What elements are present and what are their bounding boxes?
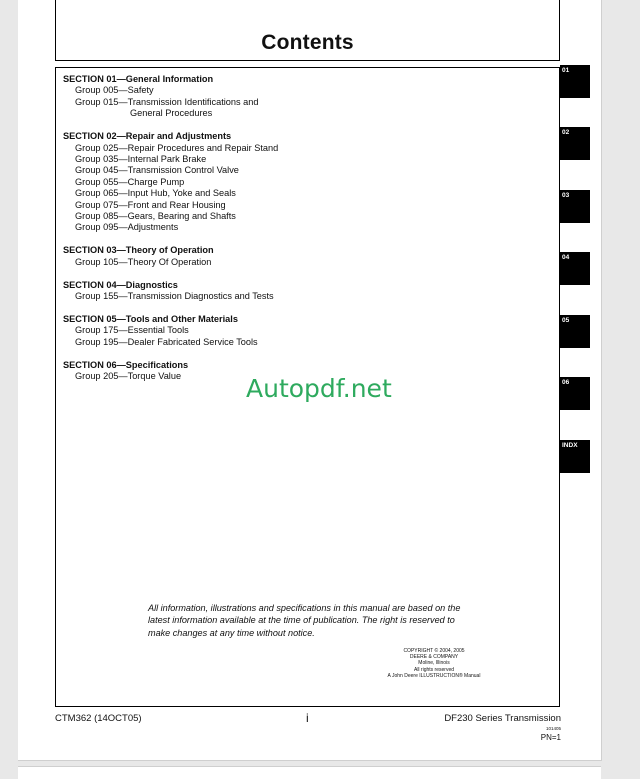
footer-doc-id: CTM362 (14OCT05) bbox=[55, 713, 142, 724]
section-title[interactable]: SECTION 01—General Information bbox=[63, 74, 214, 84]
toc-group[interactable]: Group 035—Internal Park Brake bbox=[75, 153, 207, 164]
copyright-line: COPYRIGHT © 2004, 2005 bbox=[403, 648, 465, 654]
section-tab-04[interactable]: 04 bbox=[560, 252, 590, 285]
copyright-block bbox=[366, 648, 502, 679]
section-title[interactable]: SECTION 06—Specifications bbox=[63, 359, 189, 370]
copyright-line: DEERE & COMPANY bbox=[409, 654, 459, 661]
toc-group[interactable]: Group 105—Theory Of Operation bbox=[75, 256, 212, 267]
next-page-edge bbox=[18, 766, 601, 779]
title-box bbox=[55, 0, 560, 61]
section-tab-06[interactable]: 06 bbox=[560, 377, 590, 410]
contents-box bbox=[55, 67, 560, 707]
copyright-line: Moline, Illinois bbox=[418, 660, 450, 667]
footer-pn: PN=1 bbox=[540, 733, 561, 742]
toc-group[interactable]: Group 155—Transmission Diagnostics and Tests bbox=[75, 291, 274, 301]
section-tab-index[interactable]: INDX bbox=[560, 440, 590, 473]
toc-section-04 bbox=[63, 280, 278, 303]
section-tab-03[interactable]: 03 bbox=[560, 190, 590, 223]
section-tab-05[interactable]: 05 bbox=[560, 315, 590, 348]
watermark: Autopdf.net bbox=[246, 374, 392, 403]
page-title: Contents bbox=[261, 31, 354, 54]
table-of-contents bbox=[63, 74, 278, 394]
toc-group[interactable]: Group 065—Input Hub, Yoke and Seals bbox=[75, 188, 236, 199]
section-tab-02[interactable]: 02 bbox=[560, 127, 590, 160]
section-title[interactable]: SECTION 04—Diagnostics bbox=[63, 279, 178, 290]
toc-group[interactable]: Group 195—Dealer Fabricated Service Tools bbox=[75, 336, 258, 347]
toc-group[interactable]: Group 175—Essential Tools bbox=[75, 325, 189, 336]
copyright-line: All rights reserved bbox=[413, 666, 454, 673]
toc-section-02 bbox=[63, 131, 278, 234]
toc-section-01 bbox=[63, 74, 278, 120]
section-title[interactable]: SECTION 02—Repair and Adjustments bbox=[63, 131, 232, 142]
toc-group-continuation[interactable]: General Procedures bbox=[130, 108, 213, 119]
toc-group[interactable]: Group 015—Transmission Identifications and bbox=[75, 96, 259, 107]
footer-date-code: 101405 bbox=[545, 726, 561, 731]
toc-group[interactable]: Group 025—Repair Procedures and Repair Stand bbox=[75, 142, 279, 153]
manual-page bbox=[18, 0, 602, 761]
footer-page-number: i bbox=[306, 711, 309, 725]
toc-group[interactable]: Group 095—Adjustments bbox=[75, 222, 179, 233]
copyright-line: A John Deere ILLUSTRUCTION® Manual bbox=[387, 672, 481, 679]
section-title[interactable]: SECTION 05—Tools and Other Materials bbox=[63, 313, 238, 324]
disclaimer-notice: All information, illustrations and specifications in this manual are based on the latest information available at the time of publication. The right is reserved to make changes at any time without notice. bbox=[148, 603, 461, 638]
toc-group[interactable]: Group 045—Transmission Control Valve bbox=[75, 165, 239, 176]
toc-section-03 bbox=[63, 245, 278, 268]
toc-group[interactable]: Group 055—Charge Pump bbox=[75, 176, 185, 187]
toc-group[interactable]: Group 005—Safety bbox=[75, 85, 154, 96]
toc-group[interactable]: Group 085—Gears, Bearing and Shafts bbox=[75, 210, 236, 221]
section-tab-01[interactable]: 01 bbox=[560, 65, 590, 98]
footer-product: DF230 Series Transmission bbox=[444, 713, 561, 724]
toc-section-05 bbox=[63, 314, 278, 348]
toc-group[interactable]: Group 205—Torque Value bbox=[75, 371, 182, 382]
section-title[interactable]: SECTION 03—Theory of Operation bbox=[63, 245, 214, 256]
toc-group[interactable]: Group 075—Front and Rear Housing bbox=[75, 199, 226, 210]
